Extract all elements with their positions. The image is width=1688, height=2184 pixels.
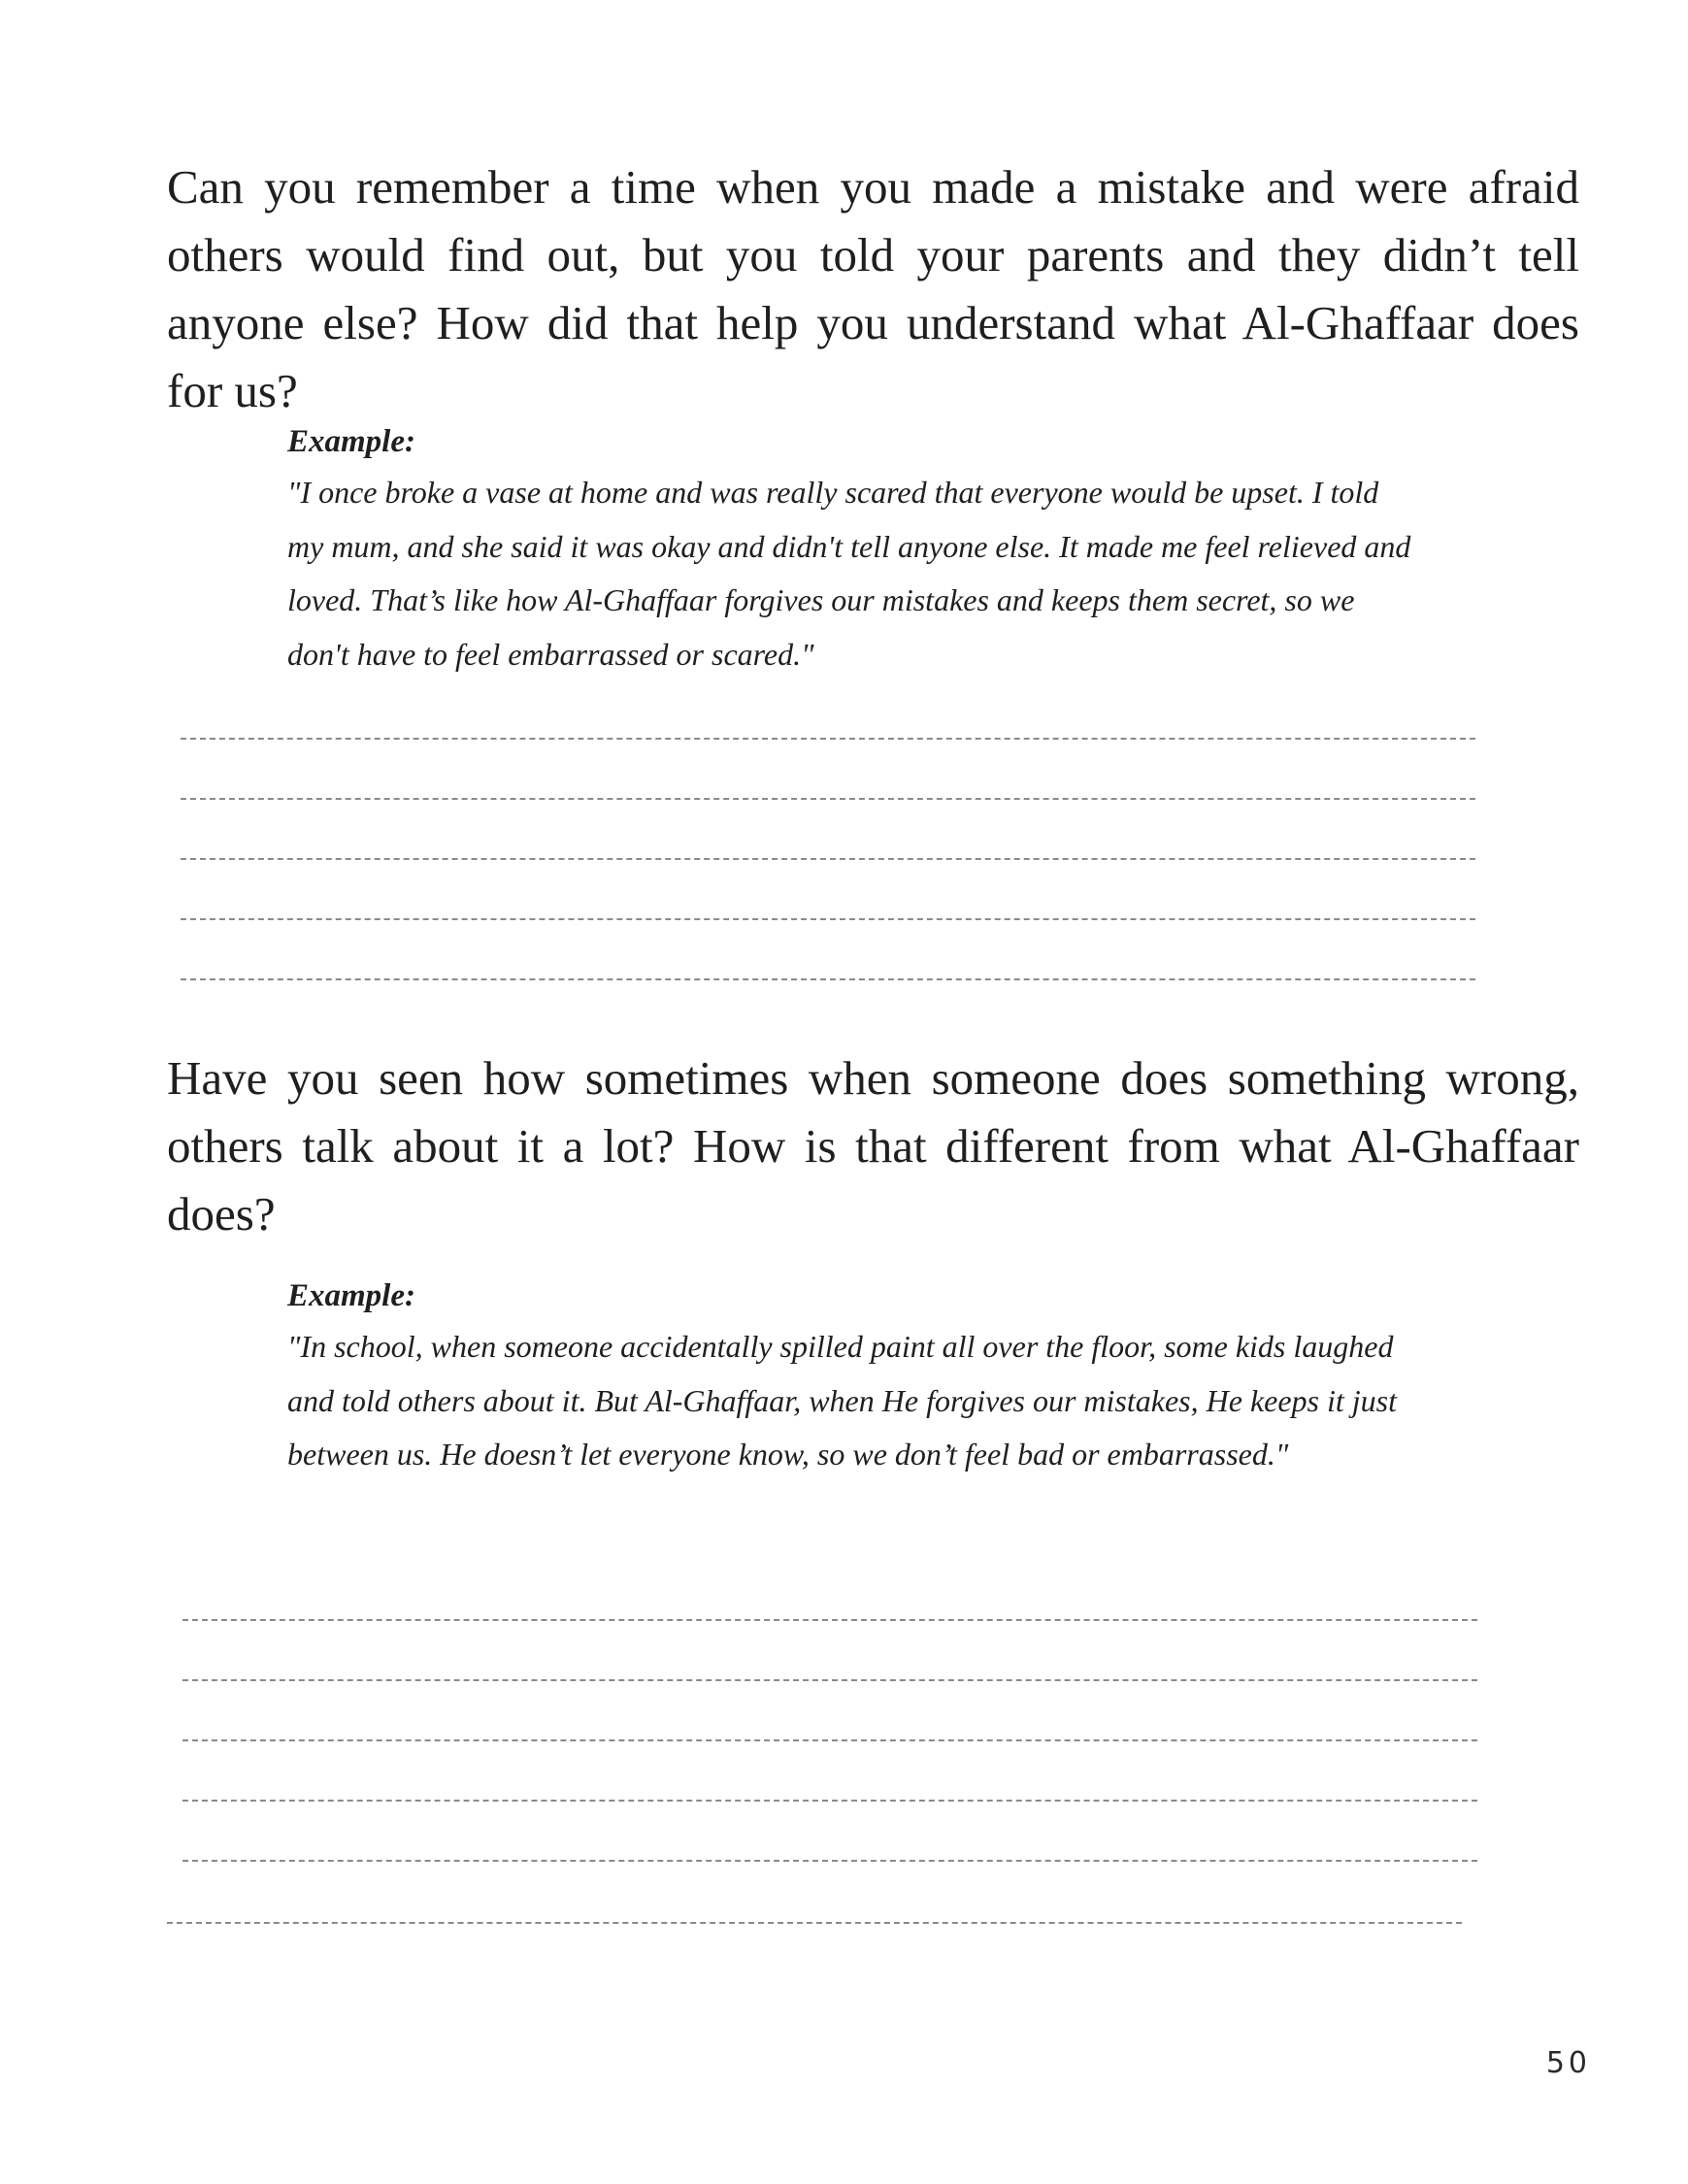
answer-line[interactable] (167, 1922, 1462, 1924)
answer-line[interactable] (182, 1860, 1477, 1862)
answer-line[interactable] (182, 1679, 1477, 1681)
answer-line[interactable] (181, 798, 1475, 800)
example-label: Example: (287, 1278, 415, 1313)
question-1-example (287, 417, 1413, 681)
example-label: Example: (287, 424, 415, 459)
question-1-prompt: Can you remember a time when you made a mistake and were afraid others would find out, but you told your parents and they didn’t tell anyone else? How did that help you understand what Al-Ghaffaar does for us? (167, 160, 1579, 417)
example-text: "In school, when someone accidentally spilled paint all over the floor, some kids laughed and told others about it. But Al-Ghaffaar, when He forgives our mistakes, He keeps it just between us. He doesn’t let everyone know, so we don’t feel bad or embarrassed." (287, 1329, 1398, 1472)
answer-line[interactable] (181, 738, 1475, 740)
answer-line[interactable] (181, 978, 1475, 980)
page-number: 50 (1545, 2046, 1591, 2080)
question-2-example (287, 1272, 1413, 1482)
example-text: "I once broke a vase at home and was really scared that everyone would be upset. I told my mum, and she said it was okay and didn't tell anyone else. It made me feel relieved and loved. That’s like how Al-Ghaffaar forgives our mistakes and keeps them secret, so we don't have to feel embarrassed or scared." (287, 475, 1411, 672)
question-2-prompt: Have you seen how sometimes when someone does something wrong, others talk about it a lot? How is that different from what Al-Ghaffaar does? (167, 1051, 1579, 1241)
answer-line[interactable] (181, 858, 1475, 860)
answer-line[interactable] (181, 918, 1475, 920)
answer-line[interactable] (182, 1619, 1477, 1621)
answer-line[interactable] (182, 1739, 1477, 1741)
answer-line[interactable] (182, 1800, 1477, 1802)
